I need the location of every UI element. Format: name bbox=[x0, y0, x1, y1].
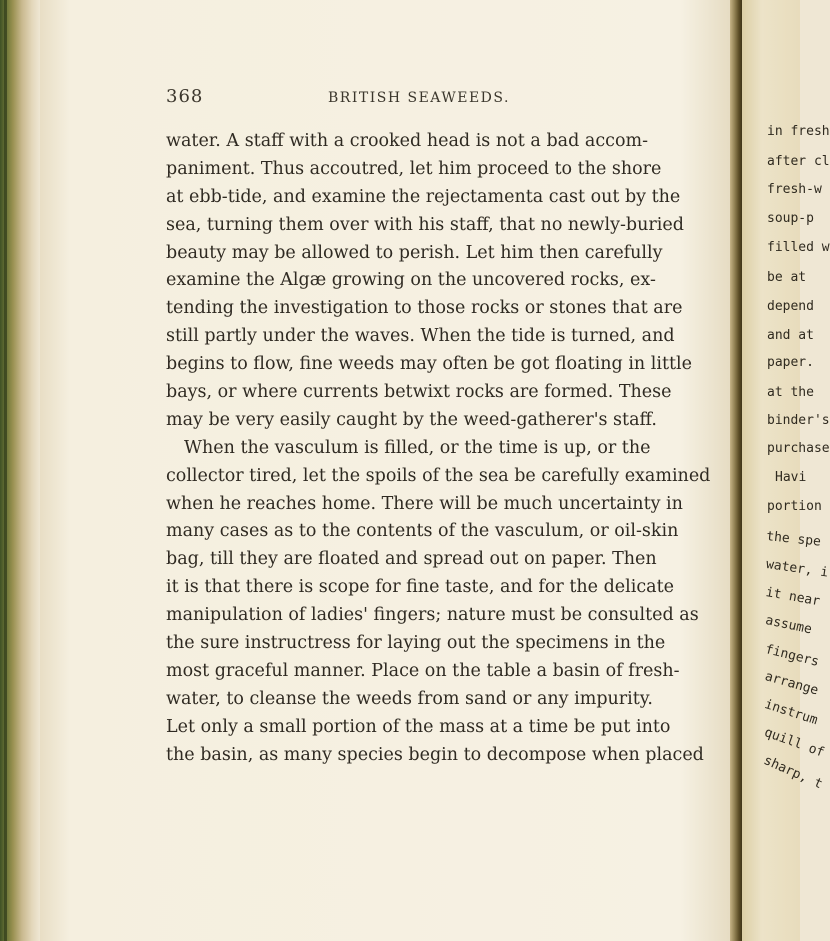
text-line: bag, till they are floated and spread out on paper. Then bbox=[166, 549, 657, 570]
facing-page-fragment: portion bbox=[767, 499, 822, 514]
facing-page-fragment: Havi bbox=[775, 470, 807, 485]
text-line: the sure instructress for laying out the specimens in the bbox=[166, 633, 666, 654]
facing-page-fragment: binder's bbox=[767, 413, 830, 428]
text-line: water, to cleanse the weeds from sand or any impurity. bbox=[166, 688, 653, 709]
facing-page-fragment: and at bbox=[767, 328, 814, 343]
text-line: it is that there is scope for fine taste, and for the delicate bbox=[166, 577, 674, 598]
text-line: many cases as to the contents of the vasculum, or oil-skin bbox=[166, 521, 679, 542]
facing-page-fragment: fresh-w bbox=[767, 182, 822, 197]
facing-page-fragment: filled w bbox=[767, 240, 830, 255]
text-line: beauty may be allowed to perish. Let him then carefully bbox=[166, 242, 663, 263]
body-text bbox=[166, 128, 711, 769]
text-line: Let only a small portion of the mass at a time be put into bbox=[166, 716, 671, 737]
facing-page-fragment: soup-p bbox=[767, 211, 814, 226]
facing-page-fragment: in fresh bbox=[767, 124, 830, 139]
text-line: When the vasculum is filled, or the time is up, or the bbox=[184, 437, 651, 458]
facing-page-fragment: it near bbox=[764, 585, 822, 610]
text-line: paniment. Thus accoutred, let him proceed to the shore bbox=[166, 158, 662, 179]
facing-page-fragment: instrum bbox=[762, 697, 820, 729]
text-line: when he reaches home. There will be much uncertainty in bbox=[166, 493, 683, 514]
text-line: manipulation of ladies' fingers; nature must be consulted as bbox=[166, 605, 699, 626]
text-line: water. A staff with a crooked head is not a bad accom- bbox=[166, 131, 648, 151]
book-gutter bbox=[730, 0, 742, 941]
facing-page-fragment: quill of bbox=[762, 725, 827, 761]
running-title: BRITISH SEAWEEDS. bbox=[328, 90, 510, 106]
running-head bbox=[0, 86, 800, 110]
facing-page-fragment: purchase bbox=[767, 441, 830, 456]
text-line: still partly under the waves. When the tide is turned, and bbox=[166, 326, 675, 347]
facing-page-fragment: fingers bbox=[763, 642, 821, 670]
page-number: 368 bbox=[166, 86, 204, 107]
text-line: at ebb-tide, and examine the rejectamenta cast out by the bbox=[166, 186, 681, 207]
facing-page-fragment: be at bbox=[767, 270, 807, 285]
facing-page-fragment: assume bbox=[764, 613, 814, 638]
text-line: may be very easily caught by the weed-gatherer's staff. bbox=[166, 409, 657, 430]
facing-page-fragment: the spe bbox=[765, 529, 822, 550]
text-line: examine the Algæ growing on the uncovered rocks, ex- bbox=[166, 270, 656, 291]
text-line: tending the investigation to those rocks or stones that are bbox=[166, 298, 683, 319]
facing-page-fragment: water, i bbox=[765, 557, 830, 581]
facing-page-fragment: sharp, t bbox=[761, 753, 825, 793]
facing-page-fragment: arrange bbox=[763, 669, 820, 699]
book-binding-edge bbox=[0, 0, 40, 941]
text-line: the basin, as many species begin to decompose when placed bbox=[166, 744, 704, 765]
facing-page-fragment: at the bbox=[767, 385, 814, 400]
text-line: bays, or where currents betwixt rocks are formed. These bbox=[166, 382, 672, 403]
text-line: most graceful manner. Place on the table a basin of fresh- bbox=[166, 660, 680, 681]
text-line: begins to flow, fine weeds may often be got floating in little bbox=[166, 354, 692, 375]
text-line: collector tired, let the spoils of the sea be carefully examined bbox=[166, 465, 711, 486]
text-line: sea, turning them over with his staff, that no newly-buried bbox=[166, 214, 684, 235]
facing-page-fragment: paper. bbox=[767, 355, 814, 370]
facing-page-fragment: after cl bbox=[767, 154, 830, 169]
facing-page-fragment: depend bbox=[767, 299, 814, 314]
